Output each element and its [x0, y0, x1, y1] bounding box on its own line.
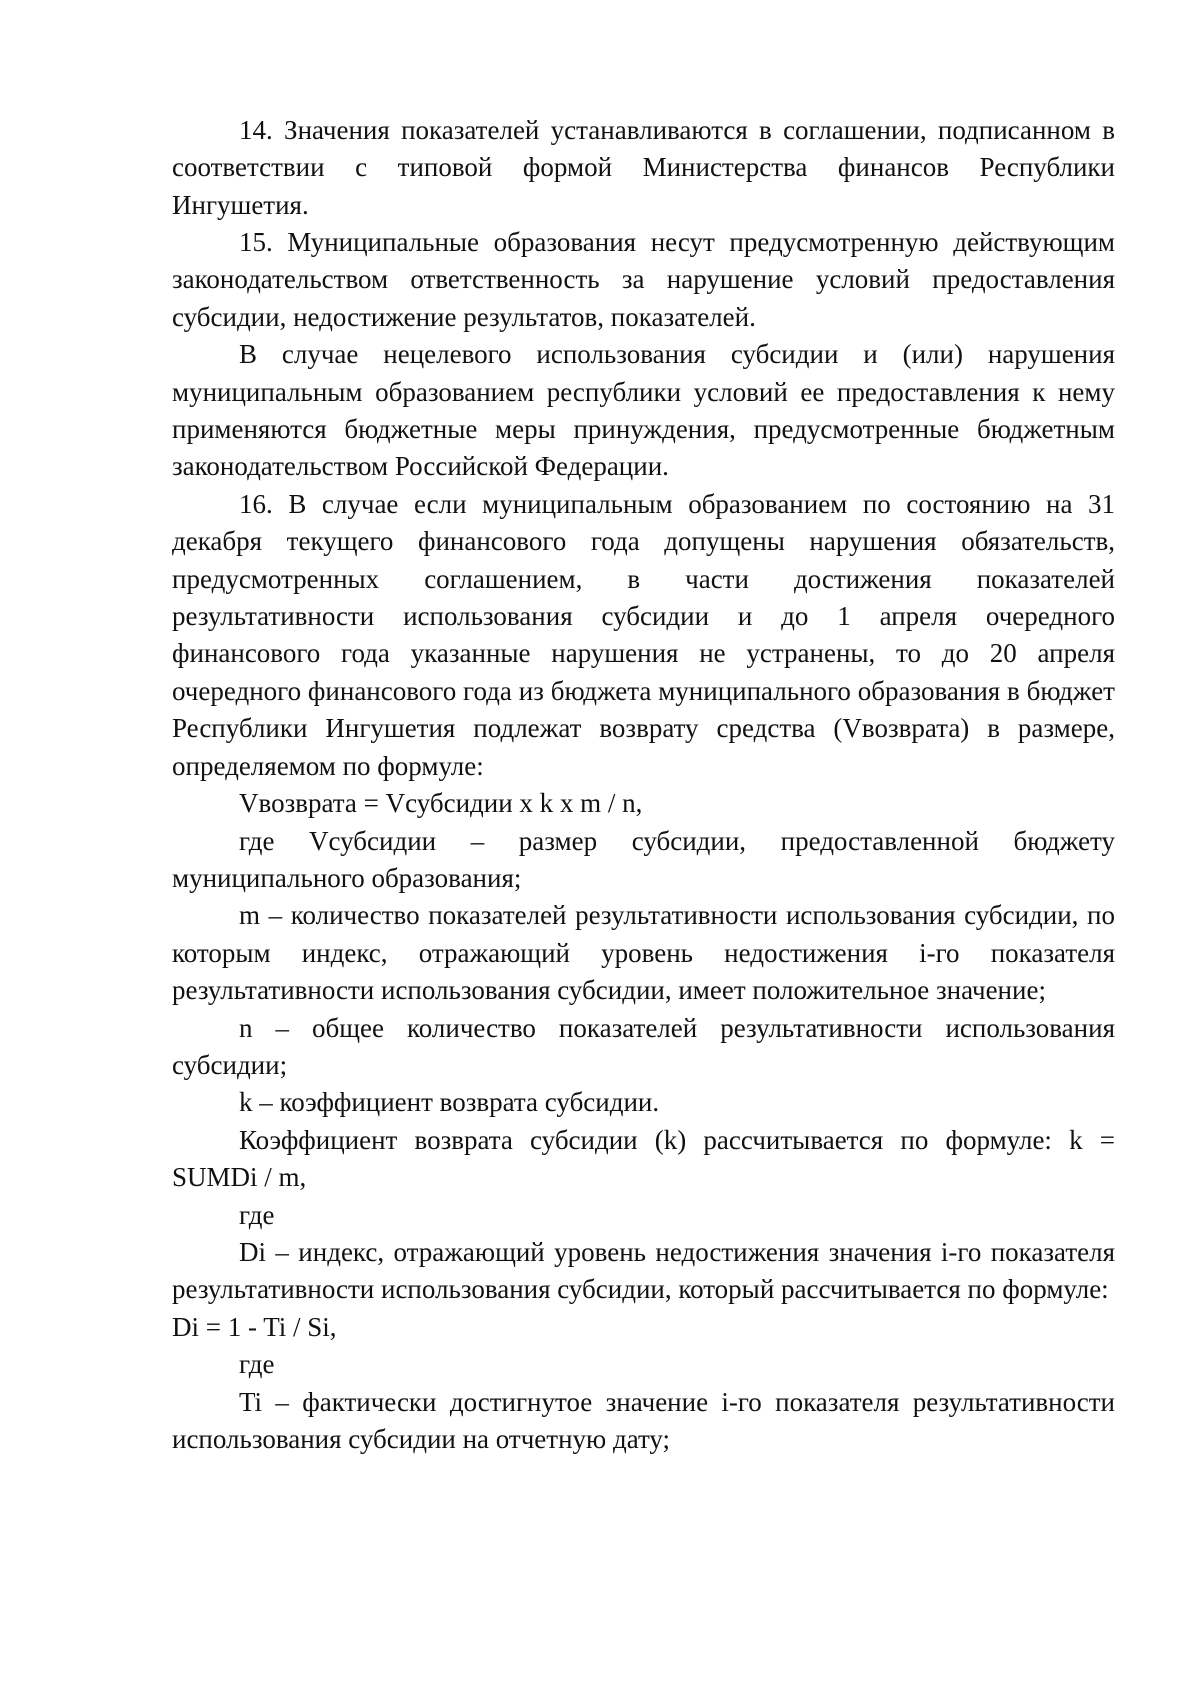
paragraph-misuse: В случае нецелевого использования субсидии и (или) нарушения муниципальным образованием республики условий ее предоставления к нему применяются бюджетные меры принуждения, предусмотренные бюджетным законодательством Российской Федерации.	[172, 339, 1115, 482]
formula-di: Di = 1 - Ti / Si,	[172, 1311, 337, 1342]
paragraph-14: 14. Значения показателей устанавливаются в соглашении, подписанном в соответствии с типовой формой Министерства финансов Республики Ингушетия.	[172, 115, 1115, 220]
formula-k: Коэффициент возврата субсидии (k) рассчитывается по формуле: k = SUMDi / m,	[172, 1124, 1115, 1193]
definition-ti: Ti – фактически достигнутое значение i-го показателя результативности использования субсидии на отчетную дату;	[172, 1386, 1115, 1454]
definition-subsidy-amount: где Vсубсидии – размер субсидии, предоставленной бюджету муниципального образования;	[172, 825, 1115, 893]
paragraph-15: 15. Муниципальные образования несут предусмотренную действующим законодательством ответственность за нарушение условий предоставления субсидии, недостижение результатов, показателей.	[172, 227, 1115, 332]
definition-n: n – общее количество показателей результативности использования субсидии;	[172, 1012, 1115, 1080]
definition-k: k – коэффициент возврата субсидии.	[239, 1087, 660, 1118]
document-body	[172, 224, 1115, 1458]
paragraph-16: 16. В случае если муниципальным образованием по состоянию на 31 декабря текущего финансового года допущены нарушения обязательств, предусмотренных соглашением, в части достижения показателей результативности использования субсидии и до 1 апреля очередного финансового года указанные нарушения не устранены, то до 20 апреля очередного финансового года из бюджета муниципального образования в бюджет Республики Ингушетия подлежат возврату средства (Vвозврата) в размере, определяемом по формуле:	[172, 488, 1115, 781]
definition-m: m – количество показателей результативности использования субсидии, по которым индекс, отражающий уровень недостижения i-го показателя результативности использования субсидии, имеет положительное значение;	[172, 900, 1115, 1006]
definition-di: Di – индекс, отражающий уровень недостижения значения i-го показателя результативности использования субсидии, который рассчитывается по формуле:	[172, 1236, 1115, 1305]
where-label-2: где	[239, 1349, 275, 1380]
section-14	[172, 112, 1115, 224]
where-label-1: где	[239, 1199, 275, 1230]
formula-return-amount: Vвозврата = Vсубсидии x k x m / n,	[239, 788, 643, 819]
